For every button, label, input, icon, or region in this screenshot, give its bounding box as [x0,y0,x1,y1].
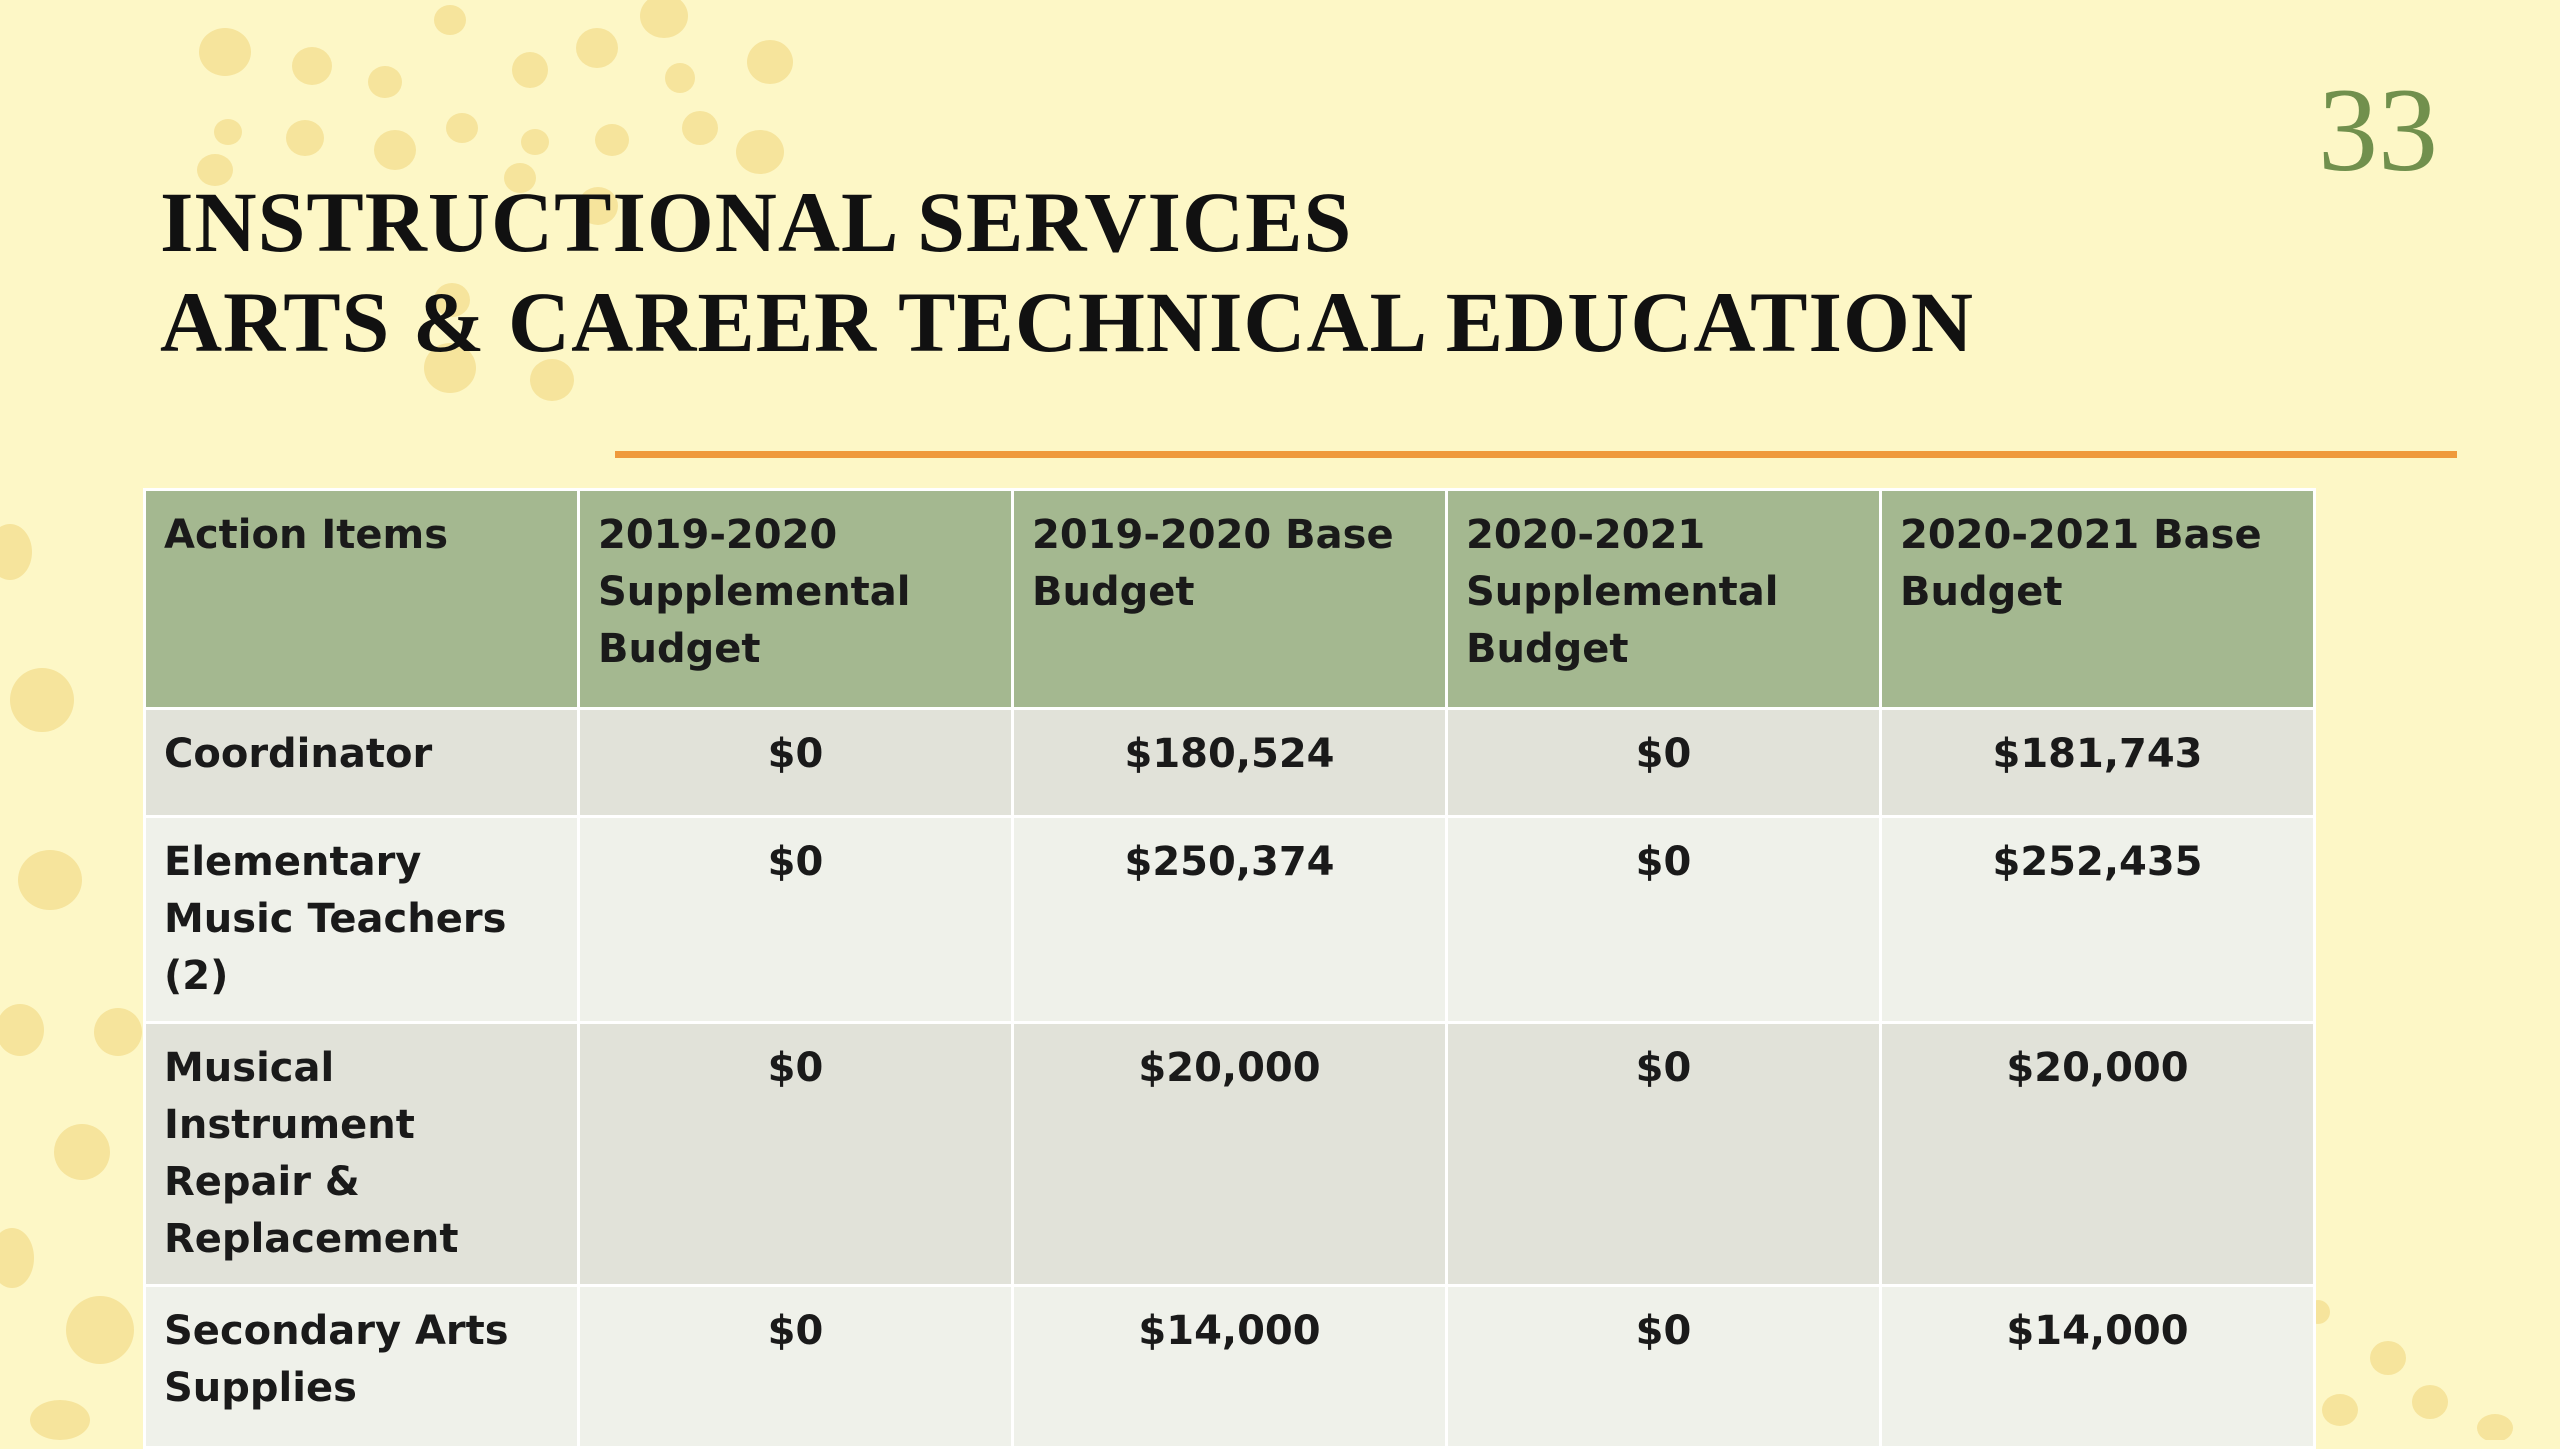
budget-cell: $0 [579,817,1013,1023]
budget-cell: $14,000 [1013,1286,1447,1448]
action-item-cell: Secondary Arts Supplies [145,1286,579,1448]
title-line-2: ARTS & CAREER TECHNICAL EDUCATION [160,274,1974,370]
budget-cell: $250,374 [1013,817,1447,1023]
budget-cell: $252,435 [1881,817,2315,1023]
column-header-2020-2021-supplemental: 2020-2021 Supplemental Budget [1447,490,1881,709]
title-underline-rule [615,451,2457,458]
column-header-2020-2021-base: 2020-2021 Base Budget [1881,490,2315,709]
budget-cell: $0 [1447,709,1881,817]
title-line-1: INSTRUCTIONAL SERVICES [160,174,1353,270]
budget-cell: $180,524 [1013,709,1447,817]
budget-table [143,488,2316,1449]
table-row [145,817,2315,1023]
budget-cell: $0 [1447,1286,1881,1448]
column-header-2019-2020-supplemental: 2019-2020 Supplemental Budget [579,490,1013,709]
slide-title [160,172,1974,372]
table-row [145,709,2315,817]
budget-cell: $181,743 [1881,709,2315,817]
budget-cell: $0 [1447,1023,1881,1286]
action-item-cell: Musical Instrument Repair & Replacement [145,1023,579,1286]
column-header-2019-2020-base: 2019-2020 Base Budget [1013,490,1447,709]
budget-cell: $20,000 [1013,1023,1447,1286]
action-item-cell: Coordinator [145,709,579,817]
budget-cell: $0 [579,1023,1013,1286]
budget-cell: $0 [579,1286,1013,1448]
column-header-action-items: Action Items [145,490,579,709]
slide-number: 33 [2318,63,2438,196]
table-row [145,1286,2315,1448]
action-item-cell: Elementary Music Teachers (2) [145,817,579,1023]
table-header-row [145,490,2315,709]
budget-cell: $20,000 [1881,1023,2315,1286]
table-row [145,1023,2315,1286]
budget-cell: $0 [579,709,1013,817]
budget-cell: $14,000 [1881,1286,2315,1448]
budget-cell: $0 [1447,817,1881,1023]
